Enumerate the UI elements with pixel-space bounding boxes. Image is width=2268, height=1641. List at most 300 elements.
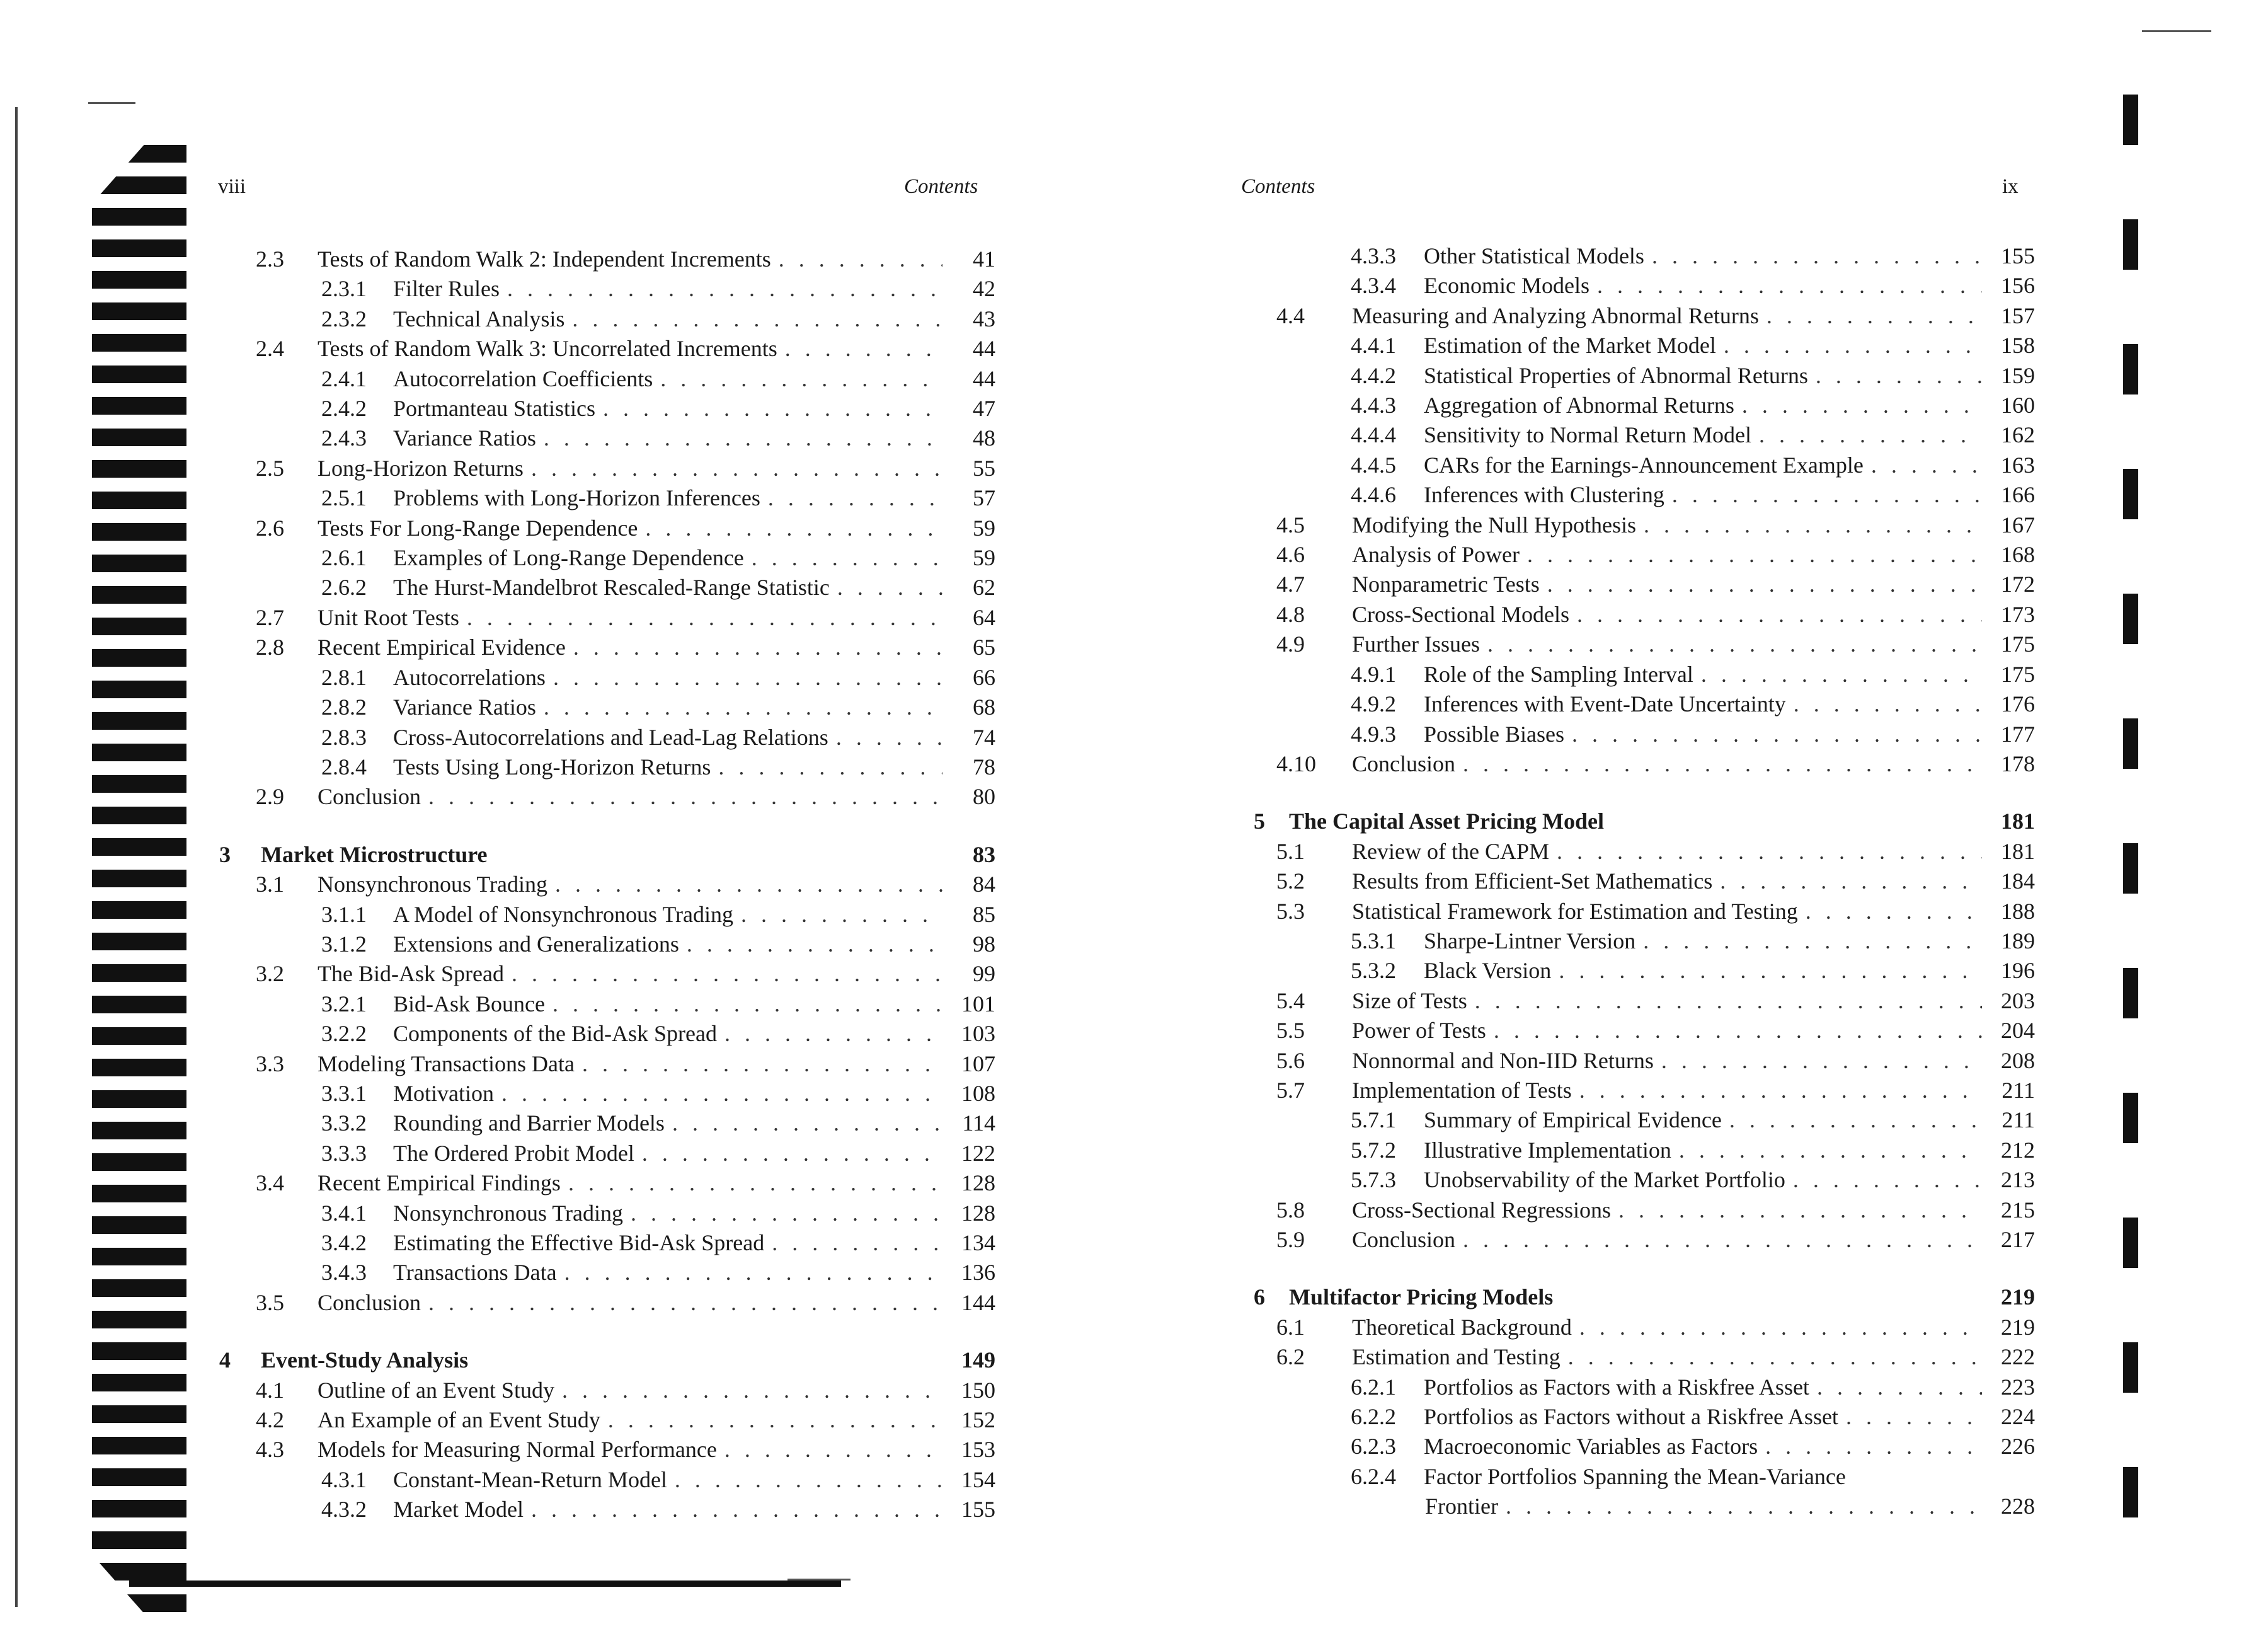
entry-page-number: 188 <box>2001 898 2035 924</box>
toc-entry[interactable] <box>214 1108 995 1138</box>
entry-page-number: 83 <box>973 841 995 867</box>
entry-page-number: 128 <box>961 1170 995 1196</box>
entry-page-number: 176 <box>2001 691 2035 717</box>
toc-entry[interactable] <box>1228 1165 2035 1195</box>
entry-title: A Model of Nonsynchronous Trading <box>393 901 734 927</box>
entry-page-number: 134 <box>961 1230 995 1255</box>
toc-entry[interactable] <box>214 1139 995 1168</box>
entry-title: Modeling Transactions Data <box>318 1051 575 1076</box>
dot-leader <box>608 1405 942 1435</box>
entry-title: Recent Empirical Evidence <box>318 635 566 660</box>
toc-entry[interactable] <box>1228 271 2035 301</box>
entry-title: Conclusion <box>1352 751 1456 776</box>
toc-entry[interactable] <box>1228 956 2035 986</box>
entry-number: 5.8 <box>1276 1197 1305 1223</box>
binding-edge-line <box>129 1581 841 1587</box>
registration-mark <box>2123 1093 2138 1143</box>
dot-leader <box>507 274 942 304</box>
toc-entry[interactable] <box>214 603 995 633</box>
entry-number: 4.4.5 <box>1351 452 1396 478</box>
page-header <box>214 175 995 207</box>
entry-number: 2.4 <box>256 336 284 362</box>
entry-page-number: 204 <box>2001 1018 2035 1044</box>
dot-leader <box>1579 1076 1982 1105</box>
toc-entry[interactable] <box>214 1465 995 1495</box>
dot-leader <box>1765 1432 1982 1461</box>
entry-page-number: 144 <box>961 1289 995 1315</box>
entry-number: 4.9 <box>1276 631 1305 657</box>
entry-title: Long-Horizon Returns <box>318 455 524 481</box>
entry-title: Portmanteau Statistics <box>393 396 595 422</box>
entry-page-number: 44 <box>973 366 995 391</box>
entry-number: 2.8.2 <box>321 694 367 720</box>
registration-mark <box>2123 594 2138 644</box>
toc-entry[interactable] <box>1228 1076 2035 1105</box>
entry-page-number: 55 <box>973 455 995 481</box>
entry-title: Other Statistical Models <box>1424 243 1644 268</box>
entry-page-number: 99 <box>973 961 995 987</box>
entry-number: 4.4.2 <box>1351 362 1396 388</box>
page-number: viii <box>218 175 246 198</box>
scan-top-line-left <box>88 102 135 104</box>
entry-number: 4 <box>219 1347 231 1373</box>
dot-leader <box>544 423 942 453</box>
dot-leader <box>582 1049 942 1079</box>
toc-entry[interactable] <box>1228 1136 2035 1165</box>
toc-entry[interactable] <box>214 870 995 899</box>
entry-number: 2.3.2 <box>321 306 367 331</box>
entry-page-number: 103 <box>961 1021 995 1047</box>
entry-number: 5.7.1 <box>1351 1107 1396 1133</box>
dot-leader <box>1846 1402 1982 1432</box>
scan-bottom-line <box>788 1579 850 1581</box>
dot-leader <box>1527 540 1982 570</box>
dot-leader <box>1759 420 1982 450</box>
registration-mark <box>2123 469 2138 519</box>
dot-leader <box>672 1108 942 1138</box>
entry-number: 3.4.2 <box>321 1230 367 1255</box>
entry-page-number: 59 <box>973 545 995 571</box>
toc-entry[interactable] <box>1228 1105 2035 1135</box>
toc-entry[interactable] <box>1228 1432 2035 1461</box>
toc-entry[interactable] <box>214 1405 995 1435</box>
entry-number: 4.3.3 <box>1351 243 1396 268</box>
entry-title: Bid-Ask Bounce <box>393 991 545 1016</box>
toc-list <box>214 245 995 1525</box>
toc-entry[interactable] <box>214 782 995 812</box>
toc-chapter-entry[interactable] <box>214 840 995 870</box>
toc-entry[interactable] <box>1228 689 2035 719</box>
dot-leader <box>568 1168 942 1198</box>
entry-number: 4.4.6 <box>1351 482 1396 508</box>
toc-entry[interactable] <box>1228 1016 2035 1045</box>
dot-leader <box>1652 241 1982 271</box>
toc-entry[interactable] <box>1228 1195 2035 1225</box>
entry-title: Statistical Properties of Abnormal Returns <box>1424 362 1808 388</box>
entry-number: 4.1 <box>256 1377 284 1403</box>
entry-number: 4.9.3 <box>1351 721 1396 747</box>
toc-entry[interactable] <box>1228 420 2035 450</box>
entry-number: 2.5 <box>256 455 284 481</box>
entry-page-number: 173 <box>2001 601 2035 627</box>
entry-title: The Capital Asset Pricing Model <box>1289 809 1604 834</box>
dot-leader <box>531 1495 942 1524</box>
toc-chapter-entry[interactable] <box>1228 807 2035 836</box>
entry-title: The Ordered Probit Model <box>393 1140 634 1166</box>
entry-title: Problems with Long-Horizon Inferences <box>393 485 760 511</box>
toc-entry[interactable] <box>214 989 995 1019</box>
toc-entry[interactable] <box>214 1079 995 1108</box>
entry-title: Modifying the Null Hypothesis <box>1352 512 1636 538</box>
entry-number: 5.6 <box>1276 1047 1305 1073</box>
dot-leader <box>1557 837 1982 867</box>
entry-number: 2.7 <box>256 604 284 630</box>
entry-page-number: 184 <box>2001 868 2035 894</box>
entry-title: Role of the Sampling Interval <box>1424 661 1693 687</box>
toc-entry[interactable] <box>214 1168 995 1198</box>
entry-number: 4.3 <box>256 1437 284 1463</box>
dot-leader <box>631 1199 942 1228</box>
entry-number: 5.3.1 <box>1351 928 1396 953</box>
entry-page-number: 175 <box>2001 661 2035 687</box>
entry-number: 3.1.1 <box>321 901 367 927</box>
toc-entry[interactable] <box>214 483 995 513</box>
toc-entry[interactable] <box>214 1495 995 1524</box>
dot-leader <box>1597 271 1982 301</box>
toc-entry[interactable] <box>214 514 995 543</box>
toc-entry[interactable] <box>214 959 995 989</box>
dot-leader <box>1661 1046 1982 1076</box>
entry-page-number: 108 <box>961 1080 995 1106</box>
toc-entry[interactable] <box>1228 1225 2035 1255</box>
entry-title: Nonsynchronous Trading <box>318 872 548 897</box>
entry-number: 5 <box>1254 809 1265 834</box>
dot-leader <box>752 543 942 573</box>
toc-entry[interactable] <box>1228 301 2035 331</box>
toc-entry[interactable] <box>214 1199 995 1228</box>
dot-leader <box>1506 1492 1982 1521</box>
entry-page-number: 155 <box>2001 243 2035 268</box>
entry-page-number: 107 <box>961 1051 995 1076</box>
entry-page-number: 160 <box>2001 393 2035 418</box>
entry-number: 4.3.1 <box>321 1466 367 1492</box>
toc-entry[interactable] <box>1228 540 2035 570</box>
entry-page-number: 196 <box>2001 958 2035 984</box>
entry-page-number: 122 <box>961 1140 995 1166</box>
entry-title: Estimation and Testing <box>1352 1344 1561 1370</box>
entry-number: 5.3 <box>1276 898 1305 924</box>
entry-title: Sharpe-Lintner Version <box>1424 928 1636 953</box>
toc-entry[interactable] <box>1228 926 2035 956</box>
entry-number: 3 <box>219 841 231 867</box>
entry-page-number: 163 <box>2001 452 2035 478</box>
dot-leader <box>741 900 942 930</box>
toc-entry[interactable] <box>1228 630 2035 659</box>
entry-title: Analysis of Power <box>1352 542 1520 568</box>
toc-entry[interactable] <box>1228 1046 2035 1076</box>
toc-entry[interactable] <box>1228 451 2035 480</box>
entry-title: Event-Study Analysis <box>261 1347 469 1373</box>
entry-title: Economic Models <box>1424 273 1589 299</box>
entry-title: Black Version <box>1424 958 1552 984</box>
dot-leader <box>1494 1016 1982 1045</box>
entry-title: Market Microstructure <box>261 841 488 867</box>
registration-mark <box>2123 1467 2138 1517</box>
entry-title: Unobservability of the Market Portfolio <box>1424 1167 1785 1193</box>
dot-leader <box>687 930 942 959</box>
dot-leader <box>642 1139 942 1168</box>
toc-entry[interactable] <box>1228 1342 2035 1372</box>
entry-page-number: 224 <box>2001 1404 2035 1430</box>
entry-page-number: 162 <box>2001 422 2035 448</box>
running-head: Contents <box>1241 175 1315 198</box>
dot-leader <box>1816 361 1982 391</box>
dot-leader <box>1487 630 1982 659</box>
entry-page-number: 66 <box>973 664 995 690</box>
entry-number: 2.3 <box>256 246 284 272</box>
entry-title: Measuring and Analyzing Abnormal Returns <box>1352 302 1759 328</box>
entry-number: 4.10 <box>1276 751 1316 776</box>
dot-leader <box>531 454 942 483</box>
entry-number: 5.9 <box>1276 1227 1305 1252</box>
toc-entry[interactable] <box>1228 1492 2035 1521</box>
entry-page-number: 85 <box>973 901 995 927</box>
entry-title: Factor Portfolios Spanning the Mean-Variance <box>1424 1463 1846 1489</box>
entry-page-number: 48 <box>973 425 995 451</box>
toc-entry[interactable] <box>1228 749 2035 779</box>
entry-title: Technical Analysis <box>393 306 565 331</box>
entry-page-number: 114 <box>962 1110 995 1136</box>
entry-number: 3.3.3 <box>321 1140 367 1166</box>
entry-number: 6 <box>1254 1284 1265 1310</box>
entry-page-number: 149 <box>961 1347 995 1373</box>
toc-entry[interactable] <box>214 454 995 483</box>
toc-entry[interactable] <box>1228 660 2035 689</box>
toc-entry[interactable] <box>1228 480 2035 510</box>
entry-page-number: 181 <box>2001 809 2035 834</box>
entry-title: Cross-Sectional Models <box>1352 601 1569 627</box>
toc-entry[interactable] <box>214 364 995 394</box>
entry-page-number: 98 <box>973 931 995 957</box>
dot-leader <box>1720 867 1982 896</box>
toc-entry[interactable] <box>1228 570 2035 599</box>
entry-title: Nonsynchronous Trading <box>393 1200 624 1226</box>
toc-entry[interactable] <box>214 930 995 959</box>
entry-page-number: 211 <box>2002 1077 2035 1103</box>
entry-page-number: 101 <box>961 991 995 1016</box>
toc-entry[interactable] <box>1228 510 2035 540</box>
entry-page-number: 166 <box>2001 482 2035 508</box>
entry-page-number: 136 <box>961 1260 995 1286</box>
registration-mark <box>2123 1218 2138 1268</box>
dot-leader <box>467 603 942 633</box>
entry-title: An Example of an Event Study <box>318 1407 600 1433</box>
toc-entry[interactable] <box>214 394 995 423</box>
toc-entry[interactable] <box>214 693 995 722</box>
toc-entry[interactable] <box>214 1228 995 1258</box>
dot-leader <box>724 1435 942 1465</box>
entry-page-number: 68 <box>973 694 995 720</box>
toc-entry[interactable] <box>1228 1373 2035 1402</box>
entry-page-number: 167 <box>2001 512 2035 538</box>
toc-chapter-entry[interactable] <box>214 1345 995 1375</box>
toc-entry[interactable] <box>1228 720 2035 749</box>
entry-page-number: 74 <box>973 724 995 750</box>
entry-title: Sensitivity to Normal Return Model <box>1424 422 1751 448</box>
toc-entry[interactable] <box>214 573 995 602</box>
dot-leader <box>1806 897 1982 926</box>
entry-number: 4.9.2 <box>1351 691 1396 717</box>
entry-title: Filter Rules <box>393 276 500 302</box>
toc-entry[interactable] <box>214 752 995 782</box>
toc-entry[interactable] <box>1228 867 2035 896</box>
entry-title: Size of Tests <box>1352 987 1467 1013</box>
entry-number: 5.2 <box>1276 868 1305 894</box>
toc-entry[interactable] <box>214 633 995 662</box>
entry-number: 3.3.2 <box>321 1110 367 1136</box>
toc-entry[interactable] <box>214 900 995 930</box>
entry-page-number: 177 <box>2001 721 2035 747</box>
toc-entry[interactable] <box>1228 361 2035 391</box>
entry-number: 4.7 <box>1276 572 1305 597</box>
entry-page-number: 150 <box>961 1377 995 1403</box>
toc-entry[interactable] <box>214 423 995 453</box>
dot-leader <box>1871 451 1982 480</box>
entry-number: 4.8 <box>1276 601 1305 627</box>
toc-entry[interactable] <box>214 723 995 752</box>
entry-page-number: 157 <box>2001 302 2035 328</box>
dot-leader <box>553 989 942 1019</box>
toc-entry[interactable] <box>1228 331 2035 360</box>
spiral-binding <box>92 145 186 1613</box>
entry-title: Transactions Data <box>393 1260 557 1286</box>
entry-page-number: 47 <box>973 396 995 422</box>
entry-page-number: 175 <box>2001 631 2035 657</box>
entry-page-number: 213 <box>2001 1167 2035 1193</box>
entry-number: 4.3.4 <box>1351 273 1396 299</box>
dot-leader <box>1679 1136 1982 1165</box>
entry-title: Results from Efficient-Set Mathematics <box>1352 868 1713 894</box>
entry-page-number: 155 <box>961 1497 995 1523</box>
entry-title: Autocorrelations <box>393 664 546 690</box>
entry-page-number: 208 <box>2001 1047 2035 1073</box>
entry-number: 3.5 <box>256 1289 284 1315</box>
dot-leader <box>603 394 942 423</box>
entry-title: Implementation of Tests <box>1352 1077 1572 1103</box>
running-head: Contents <box>904 175 978 198</box>
registration-mark <box>2123 843 2138 894</box>
entry-number: 5.5 <box>1276 1018 1305 1044</box>
toc-entry[interactable] <box>1228 1313 2035 1342</box>
entry-title: Estimating the Effective Bid-Ask Spread <box>393 1230 765 1255</box>
entry-page-number: 172 <box>2001 572 2035 597</box>
entry-title: Models for Measuring Normal Performance <box>318 1437 717 1463</box>
entry-number: 6.2.3 <box>1351 1434 1396 1460</box>
entry-title: Market Model <box>393 1497 524 1523</box>
toc-entry[interactable] <box>214 543 995 573</box>
entry-title: Recent Empirical Findings <box>318 1170 561 1196</box>
dot-leader <box>544 693 942 722</box>
dot-leader <box>553 663 942 693</box>
entry-number: 6.2 <box>1276 1344 1305 1370</box>
toc-entry[interactable] <box>214 1288 995 1318</box>
toc-entry[interactable] <box>1228 1462 2035 1492</box>
dot-leader <box>837 573 942 602</box>
entry-title: Possible Biases <box>1424 721 1565 747</box>
toc-entry[interactable] <box>1228 837 2035 867</box>
entry-number: 3.4 <box>256 1170 284 1196</box>
entry-page-number: 219 <box>2001 1284 2035 1310</box>
toc-entry[interactable] <box>1228 391 2035 420</box>
entry-number: 5.7.2 <box>1351 1137 1396 1163</box>
toc-entry[interactable] <box>1228 1402 2035 1432</box>
entry-page-number: 59 <box>973 515 995 541</box>
entry-page-number: 80 <box>973 784 995 810</box>
toc-entry[interactable] <box>214 274 995 304</box>
entry-number: 2.6 <box>256 515 284 541</box>
entry-title: Rounding and Barrier Models <box>393 1110 665 1136</box>
entry-number: 2.8 <box>256 635 284 660</box>
toc-entry[interactable] <box>214 245 995 274</box>
entry-page-number: 64 <box>973 604 995 630</box>
toc-entry[interactable] <box>214 663 995 693</box>
dot-leader <box>573 633 942 662</box>
entry-page-number: 44 <box>973 336 995 362</box>
entry-title: Macroeconomic Variables as Factors <box>1424 1434 1758 1460</box>
toc-entry[interactable] <box>214 1435 995 1465</box>
entry-title: Tests For Long-Range Dependence <box>318 515 638 541</box>
page-header <box>1228 175 2035 207</box>
entry-number: 2.8.3 <box>321 724 367 750</box>
page-number: ix <box>2002 175 2019 198</box>
entry-page-number: 65 <box>973 635 995 660</box>
toc-entry[interactable] <box>1228 897 2035 926</box>
entry-number: 3.2.1 <box>321 991 367 1016</box>
entry-page-number: 223 <box>2001 1374 2035 1400</box>
dot-leader <box>718 752 942 782</box>
registration-mark <box>2123 718 2138 769</box>
toc-entry[interactable] <box>1228 241 2035 271</box>
entry-title: Portfolios as Factors with a Riskfree Asset <box>1424 1374 1809 1400</box>
entry-title: Inferences with Event-Date Uncertainty <box>1424 691 1786 717</box>
registration-mark <box>2123 968 2138 1018</box>
toc-entry[interactable] <box>214 1376 995 1405</box>
toc-entry[interactable] <box>214 334 995 364</box>
entry-page-number: 228 <box>2001 1494 2035 1519</box>
toc-chapter-entry[interactable] <box>1228 1282 2035 1312</box>
entry-number: 5.7 <box>1276 1077 1305 1103</box>
toc-entry[interactable] <box>1228 600 2035 630</box>
toc-entry[interactable] <box>214 304 995 334</box>
entry-number: 3.1 <box>256 872 284 897</box>
dot-leader <box>768 483 942 513</box>
dot-leader <box>1463 1225 1982 1255</box>
toc-entry[interactable] <box>1228 986 2035 1016</box>
entry-title: Aggregation of Abnormal Returns <box>1424 393 1734 418</box>
toc-entry[interactable] <box>214 1258 995 1287</box>
entry-title: Multifactor Pricing Models <box>1289 1284 1554 1310</box>
entry-title: Components of the Bid-Ask Spread <box>393 1021 717 1047</box>
toc-entry[interactable] <box>214 1019 995 1049</box>
entry-page-number: 222 <box>2001 1344 2035 1370</box>
entry-title: Estimation of the Market Model <box>1424 333 1716 359</box>
entry-number: 2.5.1 <box>321 485 367 511</box>
toc-entry[interactable] <box>214 1049 995 1079</box>
entry-number: 5.7.3 <box>1351 1167 1396 1193</box>
entry-page-number: 168 <box>2001 542 2035 568</box>
entry-number: 3.3 <box>256 1051 284 1076</box>
dot-leader <box>1572 720 1982 749</box>
